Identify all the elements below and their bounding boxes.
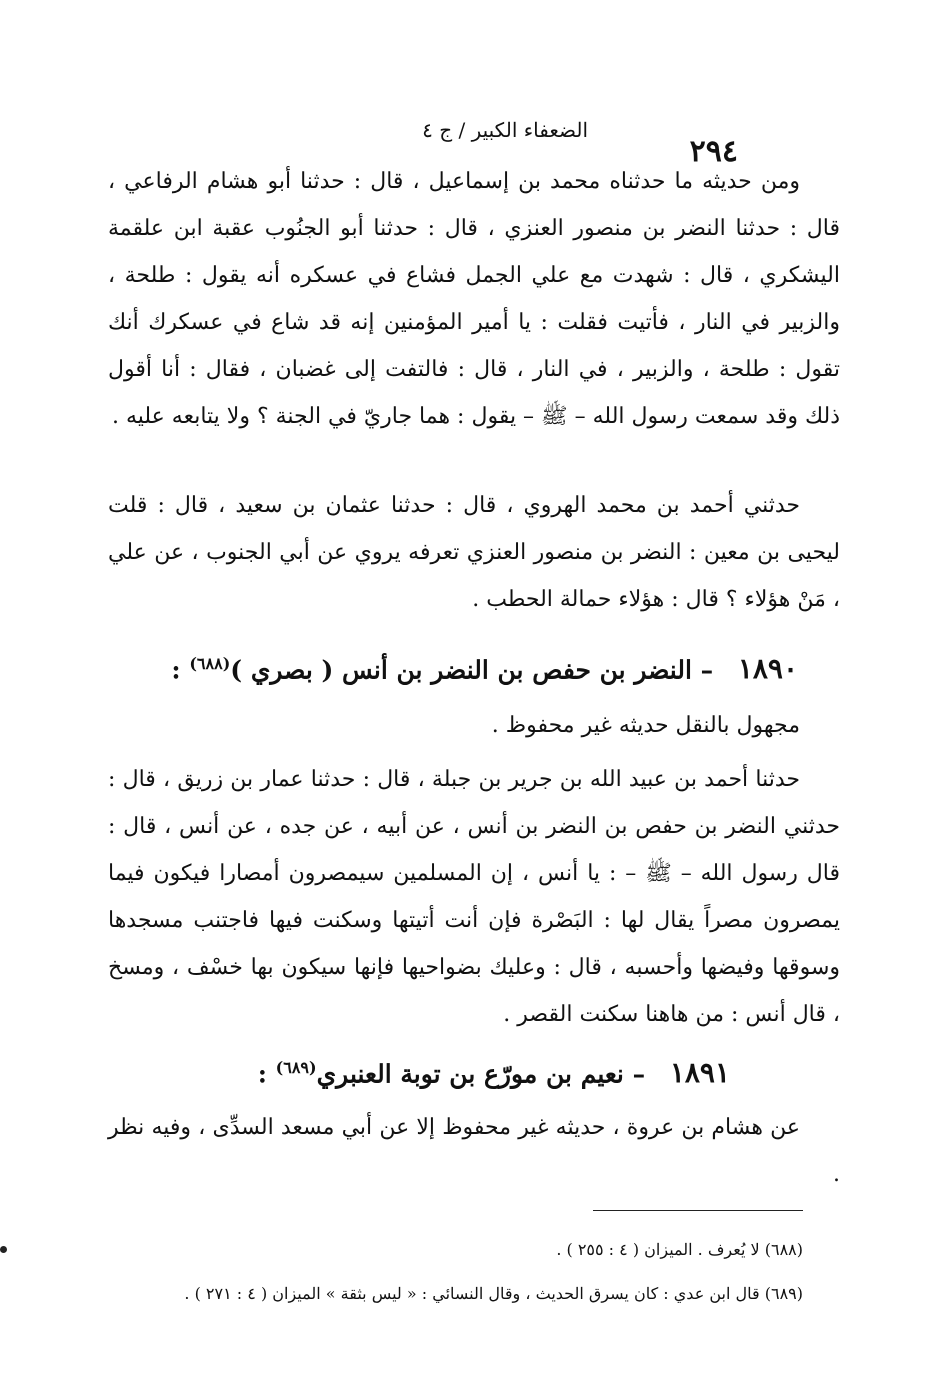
- paragraph-block-5: [108, 1104, 840, 1198]
- paragraph-block-1: [108, 158, 840, 440]
- entry-heading: [108, 1048, 730, 1094]
- entry-heading: [108, 644, 798, 690]
- footnote: (٦٨٨) لا يُعرف . الميزان ( ٤ : ٢٥٥ ) .: [556, 1240, 803, 1259]
- body-paragraph: عن هشام بن عروة ، حديثه غير محفوظ إلا عن أبي مسعد السدِّى ، وفيه نظر .: [108, 1115, 840, 1187]
- paragraph-block-4: [108, 756, 840, 1038]
- paragraph-block-3: [108, 702, 840, 749]
- entry-colon: :: [171, 655, 181, 685]
- body-paragraph: ومن حديثه ما حدثناه محمد بن إسماعيل ، قال : حدثنا أبو هشام الرفاعي ، قال : حدثنا النضر بن منصور العنزي ، قال : حدثنا أبو الجنُوب عقبة ابن علقمة اليشكري ، قال : شهدت مع علي الجمل فشاع في عسكره أنه يقول : طلحة ، والزبير في النار ، فأتيت فقلت : يا أمير المؤمنين إنه قد شاع في عسكرك أنك تقول : طلحة ، والزبير ، في النار ، قال : فالتفت إلى غضبان ، فقال : أنا أقول ذلك وقد سمعت رسول الله – ﷺ – يقول : هما جاريّ في الجنة ؟ ولا يتابعه عليه .: [108, 169, 841, 429]
- body-paragraph: حدثنا أحمد بن عبيد الله بن جرير بن جبلة ، قال : حدثنا عمار بن زريق ، قال : حدثني النضر بن حفص بن النضر بن أنس ، عن أبيه ، عن جده ، عن أنس ، قال : قال رسول الله – ﷺ – : يا أنس ، إن المسلمين سيمصرون أمصارا فيكون فيما يمصرون مصراً يقال لها : البَصْرة فإن أنت أتيتها وسكنت فيها فاجتنب مسجدها وسوقها وفيضها وأحسبه ، قال : وعليك بضواحيها فإنها سيكون بها خسْف ، ومسخ ، قال أنس : من هاهنا سكنت القصر .: [108, 767, 840, 1027]
- paragraph-block-2: [108, 482, 840, 623]
- footnote-ref: (٦٨٩): [275, 1058, 317, 1077]
- body-paragraph: مجهول بالنقل حديثه غير محفوظ .: [491, 713, 800, 738]
- footnote: (٦٨٩) قال ابن عدي : كان يسرق الحديث ، وقال النسائي : « ليس بثقة » الميزان ( ٤ : ٢٧١ ) .: [184, 1284, 803, 1303]
- page-header: [100, 118, 848, 169]
- page-number: ٢٩٤: [689, 134, 738, 169]
- body-paragraph: حدثني أحمد بن محمد الهروي ، قال : حدثنا عثمان بن سعيد ، قال : قلت ليحيى بن معين : النضر بن منصور العنزي تعرفه يروي عن أبي الجنوب ، عن علي ، مَنْ هؤلاء ؟ قال : هؤلاء حمالة الحطب .: [108, 493, 840, 612]
- entry-name: نعيم بن مورّع بن توبة العنبري: [316, 1059, 624, 1089]
- entry-colon: :: [257, 1059, 267, 1089]
- entry-number: ١٨٩٠: [737, 652, 798, 686]
- entry-number: ١٨٩١: [669, 1056, 730, 1090]
- footnote-separator: [593, 1210, 803, 1211]
- running-title: الضعفاء الكبير / ج ٤: [422, 118, 588, 142]
- entry-dash: –: [632, 1059, 646, 1089]
- footnote-ref: (٦٨٨): [189, 654, 231, 673]
- entry-name: النضر بن حفص بن النضر بن أنس ( بصري ): [230, 655, 692, 685]
- margin-mark: [0, 1246, 7, 1253]
- entry-dash: –: [700, 655, 714, 685]
